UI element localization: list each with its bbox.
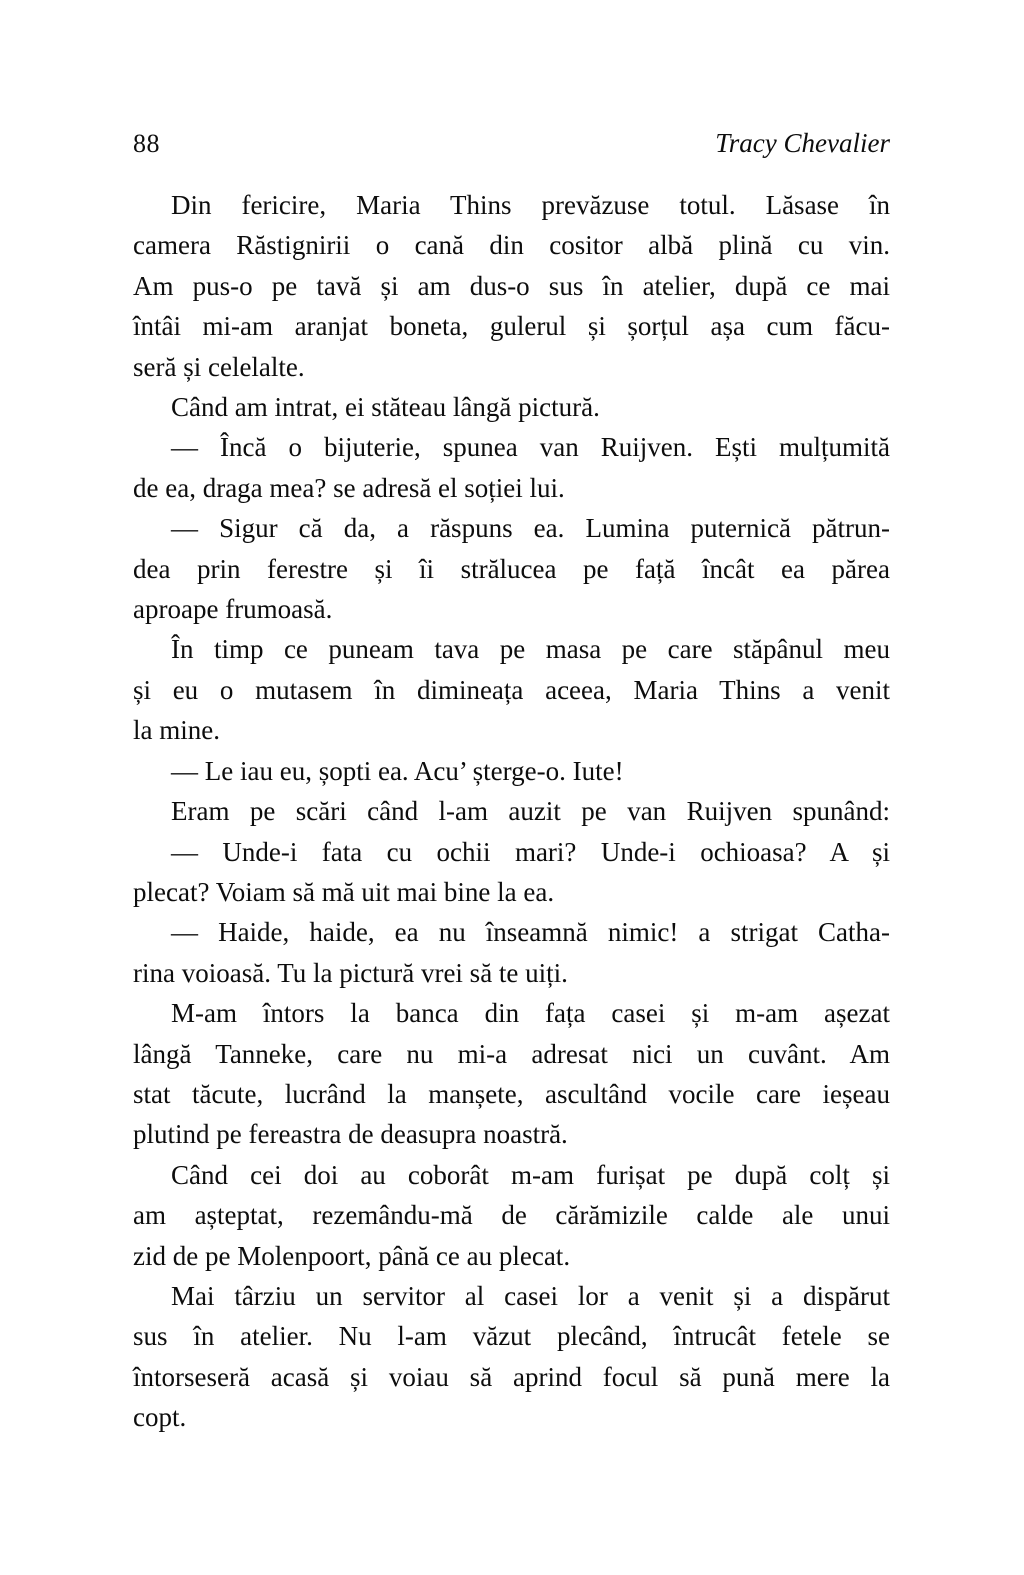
text-line: zid de pe Molenpoort, până ce au plecat. bbox=[133, 1240, 571, 1271]
text-line: — Haide, haide, ea nu înseamnă nimic! a strigat Catha- bbox=[171, 917, 890, 948]
paragraph bbox=[133, 832, 890, 913]
text-line: camera Răstignirii o cană din cositor albă plină cu vin. bbox=[133, 230, 890, 261]
text-line: — Unde-i fata cu ochii mari? Unde-i ochioasa? A și bbox=[171, 836, 890, 867]
text-line: Mai târziu un servitor al casei lor a venit și a dispărut bbox=[171, 1280, 890, 1311]
paragraph bbox=[133, 751, 890, 791]
text-line: am așteptat, rezemându-mă de cărămizile calde ale unui bbox=[133, 1200, 890, 1231]
running-head-author: Tracy Chevalier bbox=[715, 128, 890, 158]
text-line: sus în atelier. Nu l-am văzut plecând, întrucât fetele se bbox=[133, 1321, 890, 1352]
text-line: — Sigur că da, a răspuns ea. Lumina puternică pătrun- bbox=[171, 513, 890, 544]
page-body-text bbox=[133, 185, 890, 1438]
paragraph bbox=[133, 629, 890, 750]
paragraph bbox=[133, 993, 890, 1155]
paragraph bbox=[133, 508, 890, 629]
text-line: Am pus-o pe tavă și am dus-o sus în atelier, după ce mai bbox=[133, 270, 890, 301]
text-line: plecat? Voiam să mă uit mai bine la ea. bbox=[133, 876, 555, 907]
text-line: de ea, draga mea? se adresă el soției lui. bbox=[133, 472, 565, 503]
page-header bbox=[133, 128, 890, 159]
paragraph bbox=[133, 185, 890, 387]
text-line: — Le iau eu, șopti ea. Acu’ șterge-o. Iute! bbox=[171, 755, 624, 786]
text-line: dea prin ferestre și îi strălucea pe față încât ea părea bbox=[133, 553, 890, 584]
text-line: și eu o mutasem în dimineața aceea, Maria Thins a venit bbox=[133, 674, 890, 705]
text-line: Eram pe scări când l-am auzit pe van Ruijven spunând: bbox=[171, 796, 890, 827]
text-line: aproape frumoasă. bbox=[133, 594, 333, 625]
text-line: seră și celelalte. bbox=[133, 351, 305, 382]
text-line: plutind pe fereastra de deasupra noastră. bbox=[133, 1119, 568, 1150]
text-line: stat tăcute, lucrând la manșete, ascultând vocile care ieșeau bbox=[133, 1078, 890, 1109]
text-line: la mine. bbox=[133, 715, 220, 746]
text-line: lângă Tanneke, care nu mi-a adresat nici un cuvânt. Am bbox=[133, 1038, 890, 1069]
text-line: întâi mi-am aranjat boneta, gulerul și șorțul așa cum făcu- bbox=[133, 311, 890, 342]
paragraph bbox=[133, 387, 890, 427]
text-line: În timp ce puneam tava pe masa pe care stăpânul meu bbox=[171, 634, 890, 665]
text-line: — Încă o bijuterie, spunea van Ruijven. Ești mulțumită bbox=[171, 432, 890, 463]
text-line: copt. bbox=[133, 1402, 187, 1433]
text-line: rina voioasă. Tu la pictură vrei să te uiți. bbox=[133, 957, 568, 988]
text-line: Din fericire, Maria Thins prevăzuse totul. Lăsase în bbox=[171, 190, 890, 220]
page-number: 88 bbox=[133, 129, 160, 158]
paragraph bbox=[133, 1276, 890, 1438]
paragraph bbox=[133, 427, 890, 508]
paragraph bbox=[133, 1155, 890, 1276]
text-line: întorseseră acasă și voiau să aprind focul să pună mere la bbox=[133, 1361, 890, 1392]
text-line: Când cei doi au coborât m-am furișat pe după colț și bbox=[171, 1159, 890, 1190]
text-line: Când am intrat, ei stăteau lângă pictură. bbox=[171, 392, 600, 423]
paragraph bbox=[133, 791, 890, 831]
text-line: M-am întors la banca din fața casei și m-am așezat bbox=[171, 998, 890, 1029]
paragraph bbox=[133, 912, 890, 993]
